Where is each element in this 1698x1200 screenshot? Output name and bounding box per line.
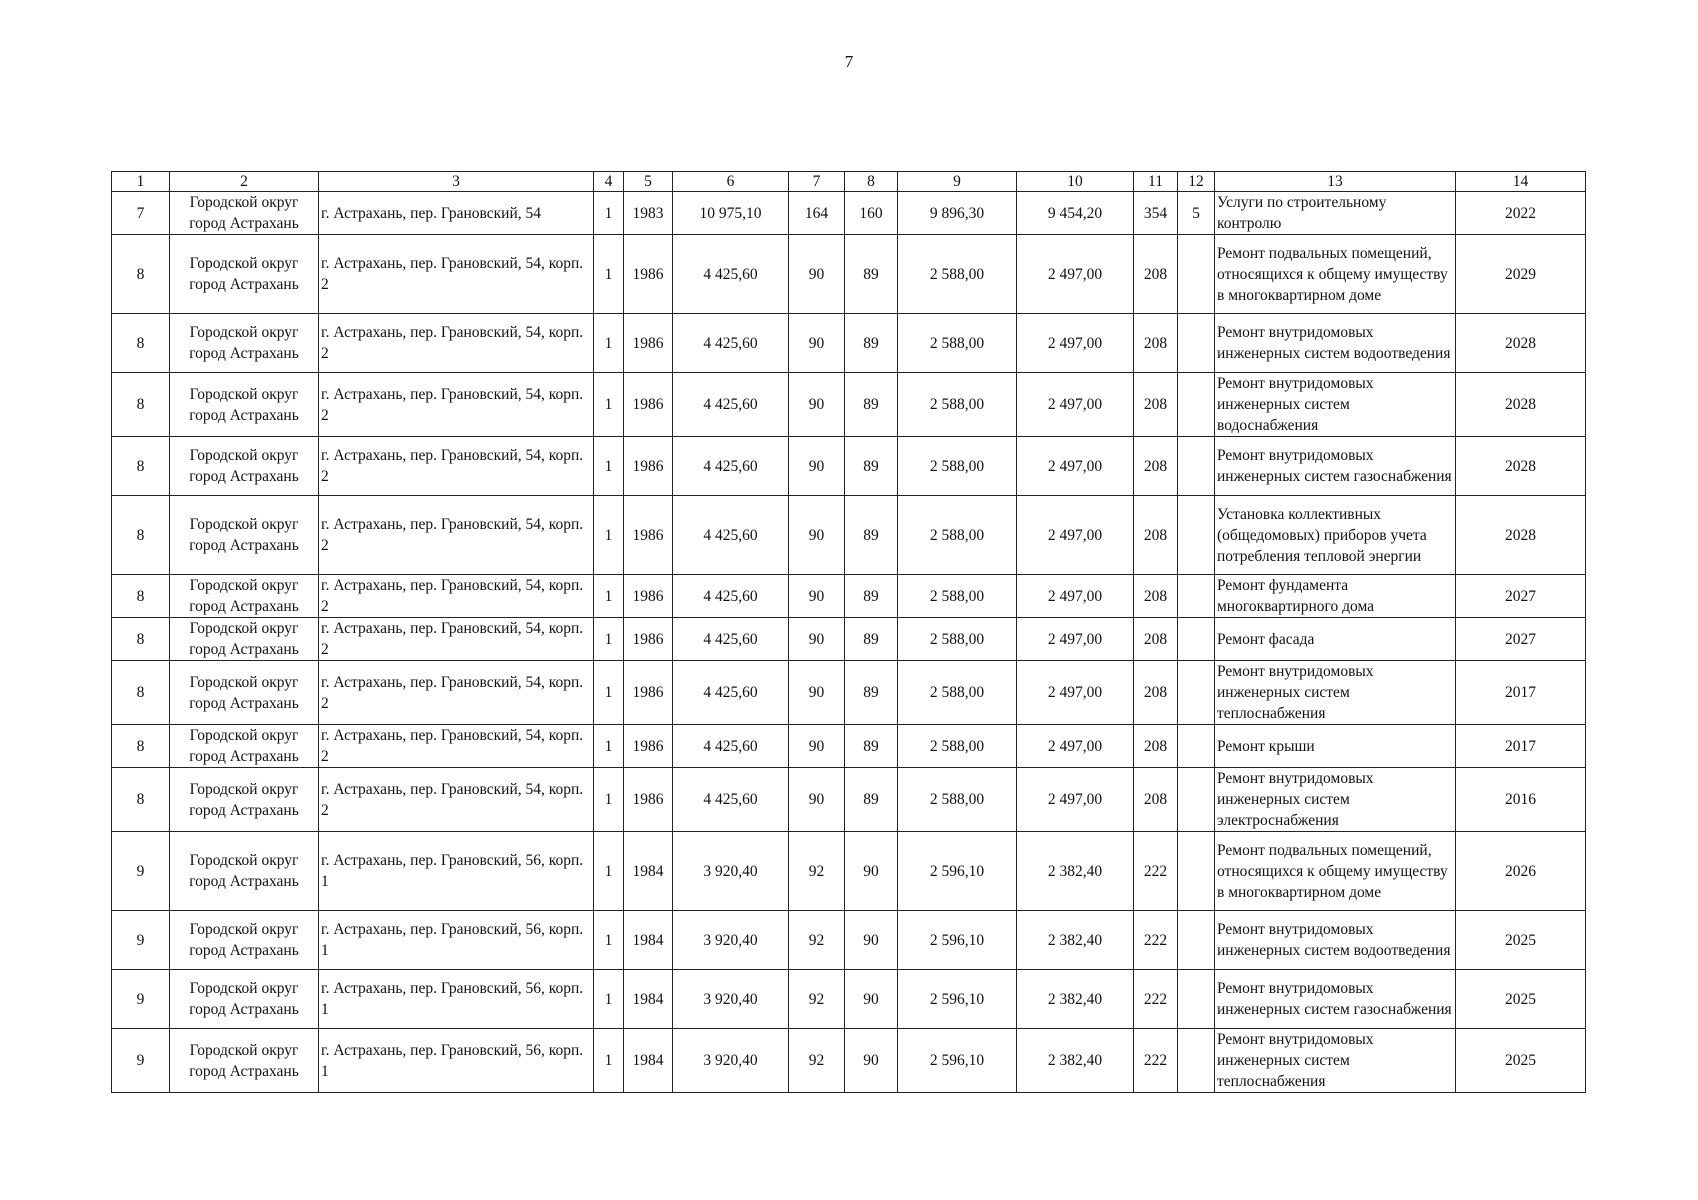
total-area-cell: 4 425,60 [673,618,789,661]
total-area-cell: 4 425,60 [673,725,789,768]
total-area-cell: 4 425,60 [673,373,789,437]
address-cell: г. Астрахань, пер. Грановский, 54, корп. 2 [319,768,594,832]
repair-work-type-cell: Ремонт внутридомовых инженерных систем электроснабжения [1215,768,1456,832]
col-4-cell: 1 [594,911,624,970]
table-row [112,768,1586,832]
col-7-cell: 90 [789,235,845,314]
area-9-cell: 2 588,00 [898,768,1017,832]
col-7-cell: 90 [789,618,845,661]
table-header-row [112,172,1586,192]
municipality-cell: Городской округ город Астрахань [170,661,319,725]
year-built-cell: 1986 [624,575,673,618]
repair-work-type-cell: Ремонт внутридомовых инженерных систем водоотведения [1215,314,1456,373]
residents-cell: 222 [1134,832,1178,911]
address-cell: г. Астрахань, пер. Грановский, 54, корп. 2 [319,618,594,661]
row-number-cell: 8 [112,437,170,496]
area-9-cell: 2 588,00 [898,661,1017,725]
row-number-cell: 7 [112,192,170,235]
col-12-cell [1178,1029,1215,1093]
table-row [112,373,1586,437]
area-10-cell: 2 497,00 [1017,437,1134,496]
col-4-cell: 1 [594,496,624,575]
residents-cell: 222 [1134,911,1178,970]
area-10-cell: 2 497,00 [1017,496,1134,575]
year-built-cell: 1984 [624,911,673,970]
address-cell: г. Астрахань, пер. Грановский, 54, корп. 2 [319,496,594,575]
municipality-cell: Городской округ город Астрахань [170,768,319,832]
year-built-cell: 1984 [624,970,673,1029]
address-cell: г. Астрахань, пер. Грановский, 56, корп. 1 [319,832,594,911]
column-header: 8 [845,172,898,192]
col-8-cell: 89 [845,437,898,496]
repair-work-type-cell: Ремонт внутридомовых инженерных систем газоснабжения [1215,970,1456,1029]
col-7-cell: 90 [789,725,845,768]
row-number-cell: 9 [112,970,170,1029]
area-9-cell: 2 588,00 [898,575,1017,618]
area-10-cell: 2 497,00 [1017,235,1134,314]
municipality-cell: Городской округ город Астрахань [170,911,319,970]
col-12-cell [1178,768,1215,832]
residents-cell: 208 [1134,314,1178,373]
column-header: 9 [898,172,1017,192]
col-12-cell [1178,437,1215,496]
col-12-cell [1178,725,1215,768]
address-cell: г. Астрахань, пер. Грановский, 56, корп. 1 [319,911,594,970]
col-12-cell [1178,496,1215,575]
total-area-cell: 3 920,40 [673,1029,789,1093]
area-10-cell: 2 497,00 [1017,661,1134,725]
col-4-cell: 1 [594,618,624,661]
col-4-cell: 1 [594,832,624,911]
year-built-cell: 1986 [624,373,673,437]
column-header: 11 [1134,172,1178,192]
address-cell: г. Астрахань, пер. Грановский, 56, корп. 1 [319,970,594,1029]
planned-year-cell: 2025 [1456,1029,1586,1093]
row-number-cell: 8 [112,235,170,314]
col-12-cell [1178,970,1215,1029]
residents-cell: 208 [1134,437,1178,496]
col-7-cell: 90 [789,661,845,725]
column-header: 1 [112,172,170,192]
repair-work-type-cell: Ремонт внутридомовых инженерных систем водоотведения [1215,911,1456,970]
col-8-cell: 89 [845,768,898,832]
column-header: 6 [673,172,789,192]
planned-year-cell: 2022 [1456,192,1586,235]
col-7-cell: 90 [789,373,845,437]
col-8-cell: 89 [845,661,898,725]
col-12-cell [1178,618,1215,661]
col-4-cell: 1 [594,725,624,768]
year-built-cell: 1986 [624,661,673,725]
table-row [112,911,1586,970]
col-4-cell: 1 [594,970,624,1029]
planned-year-cell: 2027 [1456,618,1586,661]
address-cell: г. Астрахань, пер. Грановский, 54, корп. 2 [319,661,594,725]
table-row [112,970,1586,1029]
residents-cell: 222 [1134,1029,1178,1093]
residents-cell: 208 [1134,725,1178,768]
total-area-cell: 4 425,60 [673,575,789,618]
column-header: 7 [789,172,845,192]
municipality-cell: Городской округ город Астрахань [170,575,319,618]
col-8-cell: 89 [845,618,898,661]
repair-work-type-cell: Ремонт крыши [1215,725,1456,768]
column-header: 2 [170,172,319,192]
col-7-cell: 92 [789,970,845,1029]
table-row [112,192,1586,235]
col-7-cell: 92 [789,911,845,970]
row-number-cell: 8 [112,768,170,832]
planned-year-cell: 2017 [1456,725,1586,768]
area-9-cell: 9 896,30 [898,192,1017,235]
row-number-cell: 8 [112,661,170,725]
year-built-cell: 1983 [624,192,673,235]
area-10-cell: 2 382,40 [1017,911,1134,970]
planned-year-cell: 2025 [1456,911,1586,970]
municipality-cell: Городской округ город Астрахань [170,970,319,1029]
residents-cell: 208 [1134,373,1178,437]
row-number-cell: 8 [112,575,170,618]
col-7-cell: 90 [789,314,845,373]
col-8-cell: 89 [845,725,898,768]
repair-work-type-cell: Ремонт подвальных помещений, относящихся к общему имуществу в многоквартирном доме [1215,235,1456,314]
col-12-cell [1178,661,1215,725]
planned-year-cell: 2028 [1456,314,1586,373]
table-row [112,314,1586,373]
address-cell: г. Астрахань, пер. Грановский, 54, корп. 2 [319,235,594,314]
col-12-cell: 5 [1178,192,1215,235]
address-cell: г. Астрахань, пер. Грановский, 54, корп. 2 [319,373,594,437]
planned-year-cell: 2027 [1456,575,1586,618]
area-10-cell: 2 497,00 [1017,725,1134,768]
planned-year-cell: 2028 [1456,437,1586,496]
area-9-cell: 2 588,00 [898,618,1017,661]
col-8-cell: 90 [845,970,898,1029]
address-cell: г. Астрахань, пер. Грановский, 56, корп. 1 [319,1029,594,1093]
total-area-cell: 4 425,60 [673,235,789,314]
col-12-cell [1178,575,1215,618]
area-10-cell: 2 497,00 [1017,768,1134,832]
col-4-cell: 1 [594,1029,624,1093]
col-8-cell: 89 [845,575,898,618]
row-number-cell: 8 [112,373,170,437]
column-header: 4 [594,172,624,192]
col-4-cell: 1 [594,235,624,314]
area-9-cell: 2 588,00 [898,437,1017,496]
repair-work-type-cell: Ремонт внутридомовых инженерных систем теплоснабжения [1215,1029,1456,1093]
total-area-cell: 4 425,60 [673,661,789,725]
area-9-cell: 2 588,00 [898,314,1017,373]
col-4-cell: 1 [594,314,624,373]
row-number-cell: 9 [112,911,170,970]
repair-work-type-cell: Ремонт внутридомовых инженерных систем водоснабжения [1215,373,1456,437]
planned-year-cell: 2029 [1456,235,1586,314]
residents-cell: 354 [1134,192,1178,235]
address-cell: г. Астрахань, пер. Грановский, 54, корп. 2 [319,314,594,373]
planned-year-cell: 2026 [1456,832,1586,911]
table-row [112,618,1586,661]
municipality-cell: Городской округ город Астрахань [170,496,319,575]
column-header: 12 [1178,172,1215,192]
row-number-cell: 9 [112,832,170,911]
municipality-cell: Городской округ город Астрахань [170,192,319,235]
year-built-cell: 1984 [624,832,673,911]
area-10-cell: 9 454,20 [1017,192,1134,235]
planned-year-cell: 2028 [1456,496,1586,575]
col-7-cell: 90 [789,437,845,496]
table-row [112,235,1586,314]
page-number: 7 [844,52,854,71]
residents-cell: 208 [1134,661,1178,725]
year-built-cell: 1986 [624,314,673,373]
table-row [112,1029,1586,1093]
column-header: 14 [1456,172,1586,192]
repair-work-type-cell: Ремонт фундамента многоквартирного дома [1215,575,1456,618]
year-built-cell: 1986 [624,725,673,768]
area-9-cell: 2 588,00 [898,373,1017,437]
municipality-cell: Городской округ город Астрахань [170,373,319,437]
col-12-cell [1178,832,1215,911]
residents-cell: 208 [1134,618,1178,661]
col-12-cell [1178,911,1215,970]
planned-year-cell: 2017 [1456,661,1586,725]
col-4-cell: 1 [594,437,624,496]
total-area-cell: 10 975,10 [673,192,789,235]
column-header: 10 [1017,172,1134,192]
total-area-cell: 4 425,60 [673,314,789,373]
total-area-cell: 3 920,40 [673,911,789,970]
area-9-cell: 2 588,00 [898,235,1017,314]
residents-cell: 208 [1134,496,1178,575]
col-4-cell: 1 [594,192,624,235]
total-area-cell: 3 920,40 [673,832,789,911]
repair-work-type-cell: Ремонт фасада [1215,618,1456,661]
total-area-cell: 3 920,40 [673,970,789,1029]
row-number-cell: 8 [112,496,170,575]
municipality-cell: Городской округ город Астрахань [170,235,319,314]
municipality-cell: Городской округ город Астрахань [170,832,319,911]
row-number-cell: 9 [112,1029,170,1093]
col-8-cell: 89 [845,496,898,575]
col-7-cell: 92 [789,832,845,911]
address-cell: г. Астрахань, пер. Грановский, 54, корп. 2 [319,575,594,618]
col-7-cell: 90 [789,575,845,618]
area-10-cell: 2 497,00 [1017,618,1134,661]
residents-cell: 222 [1134,970,1178,1029]
col-12-cell [1178,314,1215,373]
year-built-cell: 1986 [624,618,673,661]
column-header: 5 [624,172,673,192]
address-cell: г. Астрахань, пер. Грановский, 54 [319,192,594,235]
table-row [112,661,1586,725]
col-7-cell: 90 [789,496,845,575]
planned-year-cell: 2028 [1456,373,1586,437]
total-area-cell: 4 425,60 [673,768,789,832]
year-built-cell: 1986 [624,235,673,314]
row-number-cell: 8 [112,725,170,768]
area-10-cell: 2 497,00 [1017,373,1134,437]
column-header: 13 [1215,172,1456,192]
col-7-cell: 92 [789,1029,845,1093]
table-row [112,575,1586,618]
planned-year-cell: 2025 [1456,970,1586,1029]
area-10-cell: 2 497,00 [1017,575,1134,618]
col-4-cell: 1 [594,575,624,618]
municipality-cell: Городской округ город Астрахань [170,1029,319,1093]
area-9-cell: 2 596,10 [898,1029,1017,1093]
col-8-cell: 90 [845,1029,898,1093]
planned-year-cell: 2016 [1456,768,1586,832]
residents-cell: 208 [1134,575,1178,618]
area-10-cell: 2 382,40 [1017,832,1134,911]
table-row [112,496,1586,575]
year-built-cell: 1984 [624,1029,673,1093]
row-number-cell: 8 [112,314,170,373]
total-area-cell: 4 425,60 [673,437,789,496]
repair-work-type-cell: Услуги по строительному контролю [1215,192,1456,235]
col-8-cell: 89 [845,235,898,314]
year-built-cell: 1986 [624,437,673,496]
area-9-cell: 2 588,00 [898,725,1017,768]
municipality-cell: Городской округ город Астрахань [170,618,319,661]
address-cell: г. Астрахань, пер. Грановский, 54, корп. 2 [319,437,594,496]
col-4-cell: 1 [594,373,624,437]
area-9-cell: 2 596,10 [898,970,1017,1029]
repair-work-type-cell: Ремонт внутридомовых инженерных систем теплоснабжения [1215,661,1456,725]
col-8-cell: 90 [845,832,898,911]
col-4-cell: 1 [594,661,624,725]
table-row [112,832,1586,911]
col-4-cell: 1 [594,768,624,832]
row-number-cell: 8 [112,618,170,661]
repair-work-type-cell: Установка коллективных (общедомовых) приборов учета потребления тепловой энергии [1215,496,1456,575]
area-9-cell: 2 596,10 [898,832,1017,911]
area-10-cell: 2 382,40 [1017,1029,1134,1093]
year-built-cell: 1986 [624,496,673,575]
residents-cell: 208 [1134,235,1178,314]
area-10-cell: 2 382,40 [1017,970,1134,1029]
table-row [112,725,1586,768]
capital-repair-table [111,171,1586,1093]
area-10-cell: 2 497,00 [1017,314,1134,373]
col-7-cell: 164 [789,192,845,235]
table-row [112,437,1586,496]
municipality-cell: Городской округ город Астрахань [170,437,319,496]
repair-work-type-cell: Ремонт подвальных помещений, относящихся к общему имуществу в многоквартирном доме [1215,832,1456,911]
table-body [112,172,1586,1093]
municipality-cell: Городской округ город Астрахань [170,725,319,768]
address-cell: г. Астрахань, пер. Грановский, 54, корп. 2 [319,725,594,768]
column-header: 3 [319,172,594,192]
area-9-cell: 2 596,10 [898,911,1017,970]
col-8-cell: 160 [845,192,898,235]
col-12-cell [1178,373,1215,437]
col-7-cell: 90 [789,768,845,832]
col-8-cell: 89 [845,373,898,437]
year-built-cell: 1986 [624,768,673,832]
total-area-cell: 4 425,60 [673,496,789,575]
col-8-cell: 90 [845,911,898,970]
col-8-cell: 89 [845,314,898,373]
col-12-cell [1178,235,1215,314]
residents-cell: 208 [1134,768,1178,832]
area-9-cell: 2 588,00 [898,496,1017,575]
municipality-cell: Городской округ город Астрахань [170,314,319,373]
repair-work-type-cell: Ремонт внутридомовых инженерных систем газоснабжения [1215,437,1456,496]
